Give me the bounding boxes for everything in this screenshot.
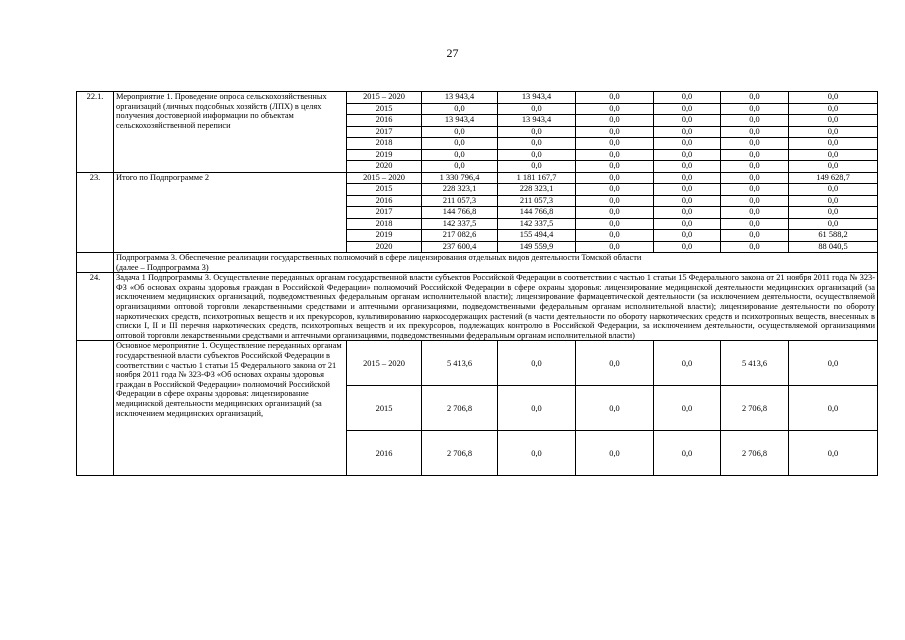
- regional-cell: 0,0: [576, 172, 654, 184]
- other-cell: 0,0: [789, 195, 878, 207]
- municipal-cell: 0,0: [654, 218, 721, 230]
- federal-cell: 0,0: [498, 103, 576, 115]
- federal-cell: 0,0: [498, 126, 576, 138]
- table-row: [77, 341, 878, 386]
- municipal-cell: 0,0: [654, 195, 721, 207]
- extrabudget-cell: 0,0: [721, 126, 789, 138]
- period-cell: 2018: [347, 138, 422, 150]
- municipal-cell: 0,0: [654, 103, 721, 115]
- measure-description: Основное мероприятие 1. Осуществление переданных органам государственной власти субъектов Российской Федерации в соответствии с частью 1 статьи 15 Федерального закона от 21 ноября 2011 года № 323-ФЗ «Об основах охраны здоровья граждан в Российской Федерации» полномочий Российской Федерации в сфере охраны здоровья: лицензирование медицинской деятельности медицинских организаций (за исключением медицинских организаций,: [114, 341, 347, 476]
- regional-cell: 0,0: [576, 184, 654, 196]
- period-cell: 2015: [347, 386, 422, 431]
- extrabudget-cell: 0,0: [721, 230, 789, 242]
- measure-description: Мероприятие 1. Проведение опроса сельскохозяйственных организаций (личных подсобных хозяйств (ЛПХ) в целях получения достоверной информации по объектам сельскохозяйственной переписи: [114, 92, 347, 173]
- regional-cell: 0,0: [576, 92, 654, 104]
- federal-cell: 0,0: [498, 431, 576, 476]
- period-cell: 2016: [347, 115, 422, 127]
- other-cell: 0,0: [789, 149, 878, 161]
- regional-cell: 0,0: [576, 138, 654, 150]
- task-description: Задача 1 Подпрограммы 3. Осуществление переданных органам государственной власти субъектов Российской Федерации в соответствии с частью 1 статьи 15 Федерального закона от 21 ноября 2011 года № 323-ФЗ «Об основах охраны здоровья граждан в Российской Федерации» полномочий Российской Федерации в сфере охраны здоровья: лицензирование медицинской деятельности медицинских организаций (за исключением медицинских организаций, подведомственных федеральным органам исполнительной власти); лицензирование фармацевтической деятельности (за исключением деятельности, осуществляемой организациями оптовой торговли лекарственными средствами и аптечными организациями, подведомственными федеральным органам исполнительной власти); лицензирование деятельности по обороту наркотических средств, психотропных веществ и их прекурсоров, культивированию наркосодержащих растений (в части деятельности по обороту наркотических средств и психотропных веществ, внесенных в списки I, II и III перечня наркотических средств, психотропных веществ и их прекурсоров, подлежащих контролю в Российской Федерации, за исключением деятельности, осуществляемой организациями оптовой торговли лекарственными средствами и аптечными организациями, подведомственными федеральным органам исполнительной власти): [114, 273, 878, 341]
- municipal-cell: 0,0: [654, 149, 721, 161]
- extrabudget-cell: 2 706,8: [721, 386, 789, 431]
- other-cell: 0,0: [789, 92, 878, 104]
- other-cell: 0,0: [789, 103, 878, 115]
- other-cell: 0,0: [789, 184, 878, 196]
- regional-cell: 0,0: [576, 195, 654, 207]
- regional-cell: 0,0: [576, 126, 654, 138]
- federal-cell: 0,0: [498, 138, 576, 150]
- extrabudget-cell: 0,0: [721, 218, 789, 230]
- extrabudget-cell: 0,0: [721, 184, 789, 196]
- measure-description: Итого по Подпрограмме 2: [114, 172, 347, 253]
- total-cell: 0,0: [422, 126, 498, 138]
- period-cell: 2018: [347, 218, 422, 230]
- total-cell: 13 943,4: [422, 115, 498, 127]
- federal-cell: 142 337,5: [498, 218, 576, 230]
- total-cell: 0,0: [422, 149, 498, 161]
- regional-cell: 0,0: [576, 386, 654, 431]
- other-cell: 0,0: [789, 161, 878, 173]
- other-cell: 0,0: [789, 431, 878, 476]
- period-cell: 2015 – 2020: [347, 92, 422, 104]
- other-cell: 0,0: [789, 207, 878, 219]
- municipal-cell: 0,0: [654, 341, 721, 386]
- subprogram-title: [114, 253, 878, 273]
- federal-cell: 0,0: [498, 386, 576, 431]
- table-row: [77, 92, 878, 104]
- extrabudget-cell: 0,0: [721, 138, 789, 150]
- row-number: 23.: [77, 172, 114, 253]
- total-cell: 237 600,4: [422, 241, 498, 253]
- regional-cell: 0,0: [576, 103, 654, 115]
- row-number: 22.1.: [77, 92, 114, 173]
- regional-cell: 0,0: [576, 207, 654, 219]
- extrabudget-cell: 0,0: [721, 115, 789, 127]
- table-row: [77, 172, 878, 184]
- extrabudget-cell: 5 413,6: [721, 341, 789, 386]
- other-cell: 0,0: [789, 218, 878, 230]
- extrabudget-cell: 0,0: [721, 103, 789, 115]
- regional-cell: 0,0: [576, 218, 654, 230]
- period-cell: 2015: [347, 184, 422, 196]
- total-cell: 1 330 796,4: [422, 172, 498, 184]
- period-cell: 2017: [347, 126, 422, 138]
- total-cell: 142 337,5: [422, 218, 498, 230]
- municipal-cell: 0,0: [654, 431, 721, 476]
- municipal-cell: 0,0: [654, 92, 721, 104]
- federal-cell: 228 323,1: [498, 184, 576, 196]
- period-cell: 2016: [347, 431, 422, 476]
- period-cell: 2017: [347, 207, 422, 219]
- period-cell: 2019: [347, 230, 422, 242]
- period-cell: 2016: [347, 195, 422, 207]
- other-cell: 0,0: [789, 386, 878, 431]
- task-row: [77, 273, 878, 341]
- extrabudget-cell: 0,0: [721, 172, 789, 184]
- total-cell: 228 323,1: [422, 184, 498, 196]
- federal-cell: 144 766,8: [498, 207, 576, 219]
- municipal-cell: 0,0: [654, 161, 721, 173]
- municipal-cell: 0,0: [654, 207, 721, 219]
- regional-cell: 0,0: [576, 431, 654, 476]
- federal-cell: 149 559,9: [498, 241, 576, 253]
- municipal-cell: 0,0: [654, 138, 721, 150]
- municipal-cell: 0,0: [654, 241, 721, 253]
- municipal-cell: 0,0: [654, 172, 721, 184]
- regional-cell: 0,0: [576, 241, 654, 253]
- federal-cell: 13 943,4: [498, 115, 576, 127]
- regional-cell: 0,0: [576, 149, 654, 161]
- extrabudget-cell: 0,0: [721, 161, 789, 173]
- regional-cell: 0,0: [576, 341, 654, 386]
- row-number: 24.: [77, 273, 114, 341]
- federal-cell: 1 181 167,7: [498, 172, 576, 184]
- total-cell: 144 766,8: [422, 207, 498, 219]
- total-cell: 217 082,6: [422, 230, 498, 242]
- federal-cell: 155 494,4: [498, 230, 576, 242]
- federal-cell: 13 943,4: [498, 92, 576, 104]
- municipal-cell: 0,0: [654, 230, 721, 242]
- extrabudget-cell: 0,0: [721, 149, 789, 161]
- federal-cell: 0,0: [498, 149, 576, 161]
- regional-cell: 0,0: [576, 161, 654, 173]
- total-cell: 0,0: [422, 103, 498, 115]
- regional-cell: 0,0: [576, 230, 654, 242]
- other-cell: 61 588,2: [789, 230, 878, 242]
- period-cell: 2019: [347, 149, 422, 161]
- other-cell: 149 628,7: [789, 172, 878, 184]
- funding-table: [76, 91, 878, 476]
- subprogram-title-line2: (далее – Подпрограмма 3): [116, 262, 209, 272]
- period-cell: 2020: [347, 161, 422, 173]
- municipal-cell: 0,0: [654, 184, 721, 196]
- other-cell: 0,0: [789, 126, 878, 138]
- period-cell: 2020: [347, 241, 422, 253]
- extrabudget-cell: 0,0: [721, 207, 789, 219]
- total-cell: 5 413,6: [422, 341, 498, 386]
- regional-cell: 0,0: [576, 115, 654, 127]
- subprogram-header-row: [77, 253, 878, 273]
- extrabudget-cell: 0,0: [721, 195, 789, 207]
- other-cell: 88 040,5: [789, 241, 878, 253]
- period-cell: 2015: [347, 103, 422, 115]
- total-cell: 0,0: [422, 161, 498, 173]
- federal-cell: 0,0: [498, 161, 576, 173]
- other-cell: 0,0: [789, 115, 878, 127]
- extrabudget-cell: 2 706,8: [721, 431, 789, 476]
- extrabudget-cell: 0,0: [721, 92, 789, 104]
- total-cell: 211 057,3: [422, 195, 498, 207]
- subprogram-title-line1: Подпрограмма 3. Обеспечение реализации государственных полномочий в сфере лицензирования отдельных видов деятельности Томской области: [116, 253, 642, 262]
- other-cell: 0,0: [789, 138, 878, 150]
- federal-cell: 0,0: [498, 341, 576, 386]
- total-cell: 13 943,4: [422, 92, 498, 104]
- page-number: 27: [446, 46, 459, 60]
- municipal-cell: 0,0: [654, 115, 721, 127]
- total-cell: 2 706,8: [422, 386, 498, 431]
- federal-cell: 211 057,3: [498, 195, 576, 207]
- period-cell: 2015 – 2020: [347, 172, 422, 184]
- total-cell: 0,0: [422, 138, 498, 150]
- empty-cell: [77, 341, 114, 476]
- extrabudget-cell: 0,0: [721, 241, 789, 253]
- empty-cell: [77, 253, 114, 273]
- total-cell: 2 706,8: [422, 431, 498, 476]
- other-cell: 0,0: [789, 341, 878, 386]
- period-cell: 2015 – 2020: [347, 341, 422, 386]
- municipal-cell: 0,0: [654, 126, 721, 138]
- municipal-cell: 0,0: [654, 386, 721, 431]
